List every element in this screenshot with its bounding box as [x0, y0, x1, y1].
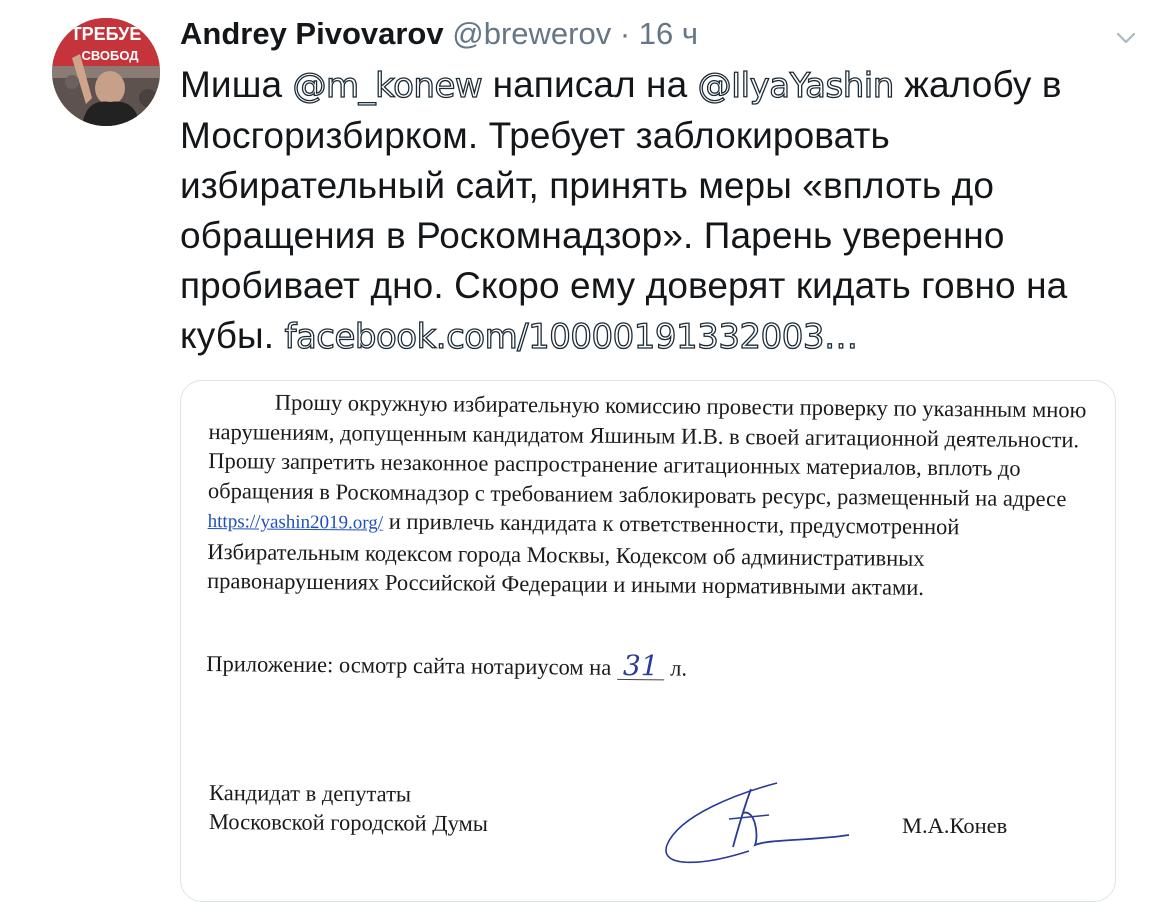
attached-document-image[interactable] — [180, 380, 1116, 902]
avatar-banner-line2: СВОБОД — [81, 48, 139, 63]
meta-separator: · — [619, 16, 631, 51]
signature — [659, 775, 859, 875]
text-segment: Миша — [180, 64, 293, 105]
document-text — [206, 387, 1089, 686]
attachment-prefix: Приложение: осмотр сайта нотариусом на — [206, 650, 612, 680]
avatar-banner-line1: ТРЕБУЕ — [70, 24, 142, 44]
attachment-suffix: л. — [670, 654, 688, 681]
text-segment: жалобу в Мосгоризбирком. Требует заблокировать избирательный сайт, принять меры «вплоть до обращения в Роскомнадзор». Парень уверенно пробивает дно. Скоро ему доверят кидать говно на кубы. — [180, 64, 1068, 356]
avatar[interactable] — [52, 18, 160, 126]
attachment-pages: 31 — [617, 652, 665, 679]
mention-m-konew[interactable]: @m_konew — [292, 66, 483, 106]
tweet-header — [180, 14, 698, 54]
tweet-time[interactable]: 16 ч — [638, 16, 699, 51]
candidate-line1: Кандидат в депутаты — [209, 780, 412, 807]
author-name[interactable]: Andrey Pivovarov — [180, 16, 444, 51]
signatory-name: М.А.Конев — [902, 813, 1008, 838]
chevron-down-icon[interactable] — [1112, 24, 1140, 52]
mention-ilyayashin[interactable]: @IlyaYashin — [697, 66, 894, 106]
author-handle[interactable]: @brewerov — [452, 16, 612, 51]
tweet-text — [180, 60, 1120, 362]
facebook-link[interactable]: facebook.com/10000191332003… — [284, 317, 858, 357]
candidate-line2: Московской городской Думы — [208, 809, 489, 836]
document-url: https://yashin2019.org/ — [207, 510, 384, 534]
text-segment: написал на — [482, 64, 698, 105]
document-text-part2: и привлечь кандидата к ответственности, предусмотренной Избирательным кодексом города Москвы, Кодексом об административных правонарушениях Российской Федерации и иными нормативными актами. — [207, 508, 960, 600]
document-text-part1: Прошу окружную избирательную комиссию провести проверку по указанным мною нарушениям, допущенным кандидатом Яшиным И.В. в своей агитационной деятельности. Прошу запретить незаконное распространение агитационных материалов, вплоть до обращения в Роскомнадзор с требованием заблокировать ресурс, размещенный на адресе — [207, 389, 1087, 511]
document-paragraph — [207, 387, 1089, 604]
document-attachment-line — [206, 648, 1086, 686]
candidate-title — [209, 778, 488, 838]
